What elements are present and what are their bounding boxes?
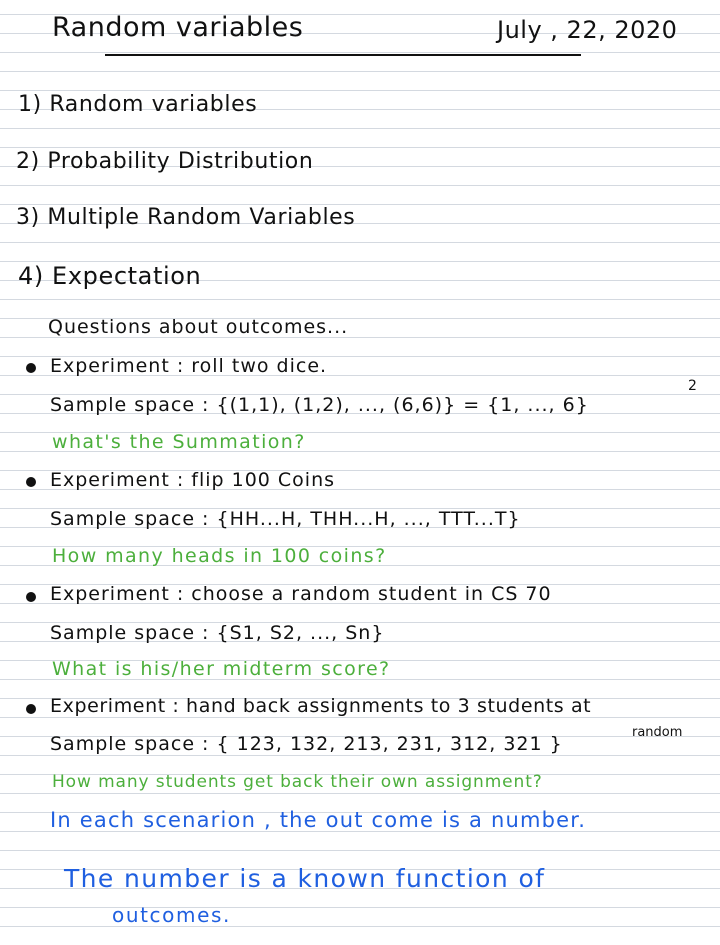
question-3: What is his/her midterm score? — [52, 658, 391, 680]
random-annotation: random — [632, 725, 683, 740]
experiment-1: Experiment : roll two dice. — [50, 355, 328, 377]
superscript-2: 2 — [688, 378, 697, 394]
question-1: what's the Summation? — [52, 431, 306, 453]
experiment-2: Experiment : flip 100 Coins — [50, 469, 336, 491]
conclusion-line-2: The number is a known function of — [64, 864, 546, 893]
bullet-dot — [26, 704, 36, 714]
title-underline — [105, 54, 581, 56]
page-date: July , 22, 2020 — [497, 16, 678, 44]
intro-text: Questions about outcomes... — [48, 316, 349, 338]
page-title: Random variables — [52, 12, 304, 43]
bullet-dot — [26, 363, 36, 373]
sample-space-3: Sample space : {S1, S2, ..., Sn} — [50, 622, 385, 644]
topic-item-2: 2) Probability Distribution — [16, 149, 314, 174]
sample-space-1: Sample space : {(1,1), (1,2), ..., (6,6)} = {1, ..., 6} — [50, 394, 589, 416]
question-2: How many heads in 100 coins? — [52, 545, 387, 567]
topic-item-1: 1) Random variables — [18, 92, 258, 117]
sample-space-2: Sample space : {HH...H, THH...H, ..., TTT...T} — [50, 508, 521, 530]
bullet-dot — [26, 477, 36, 487]
sample-space-4: Sample space : { 123, 132, 213, 231, 312, 321 } — [50, 733, 563, 755]
experiment-4: Experiment : hand back assignments to 3 students at — [50, 695, 592, 717]
conclusion-line-1: In each scenarion , the out come is a number. — [50, 808, 587, 832]
topic-item-3: 3) Multiple Random Variables — [16, 205, 356, 230]
experiment-3: Experiment : choose a random student in CS 70 — [50, 583, 552, 605]
conclusion-line-3: outcomes. — [112, 903, 231, 927]
question-4: How many students get back their own assignment? — [52, 772, 543, 792]
topic-item-4: 4) Expectation — [18, 262, 202, 290]
bullet-dot — [26, 592, 36, 602]
